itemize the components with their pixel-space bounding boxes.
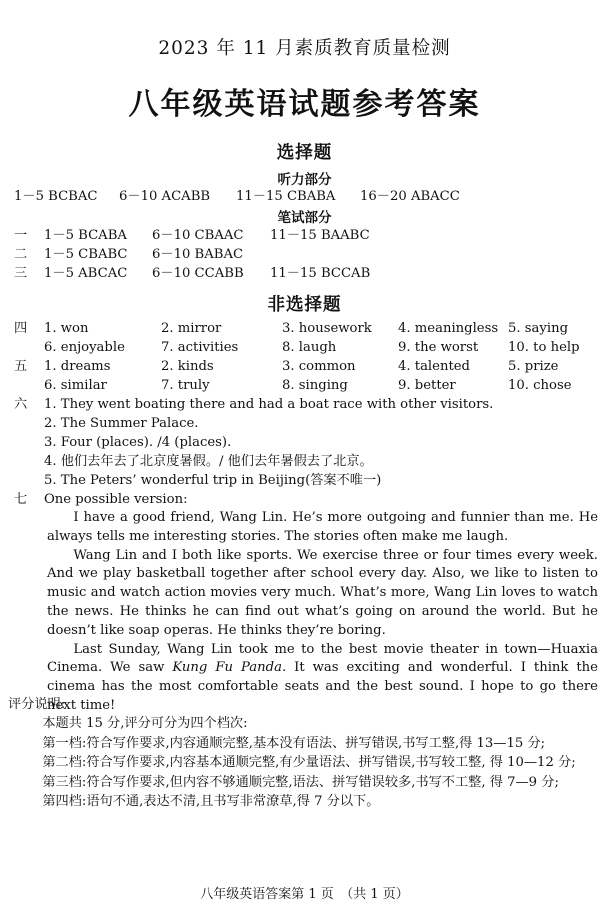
scoring-intro: 本题共 15 分,评分可分为四个档次: bbox=[42, 716, 248, 732]
answer-group: 6－10 CBAAC bbox=[152, 228, 244, 243]
answer-group: 11－15 BAABC bbox=[270, 228, 370, 243]
answer-group: 6－10 BABAC bbox=[152, 247, 244, 262]
answer-item: 2. kinds bbox=[161, 359, 214, 374]
answer-line: 3. Four (places). /4 (places). bbox=[44, 435, 232, 450]
answer-item: 9. the worst bbox=[398, 340, 479, 355]
sec6-line-4 bbox=[0, 452, 609, 471]
answer-item: 3. housework bbox=[282, 321, 372, 336]
essay-text: . It was exciting and wonderful. I think the cinema has the most comfortable seats and the best sound. I hope to go there next time! bbox=[47, 660, 598, 713]
section-number: 一 bbox=[14, 228, 28, 243]
written-row-1 bbox=[0, 226, 609, 245]
answer-item: 4. talented bbox=[398, 359, 470, 374]
sec6-line-3 bbox=[0, 433, 609, 452]
sec5-row-2 bbox=[0, 376, 609, 395]
written-row-3 bbox=[0, 264, 609, 283]
essay-paragraph-2: Wang Lin and I both like sports. We exercise three or four times every week. And we play basketball together after school every day. Also, we like to listen to music and watch action movies very much. What’s more, Wang Lin loves to watch the news. He thinks he can find out what’s going on around the world. But he doesn’t like soap operas. He thinks they’re boring. bbox=[47, 547, 598, 638]
written-row-2 bbox=[0, 245, 609, 264]
essay-paragraph-1: I have a good friend, Wang Lin. He’s more outgoing and funnier than me. He always tells me interesting stories. The stories often make me laugh. bbox=[47, 510, 598, 544]
written-label: 笔试部分 bbox=[277, 210, 332, 226]
answer-item: 5. prize bbox=[508, 359, 559, 374]
answer-item: 10. to help bbox=[508, 340, 580, 355]
answer-group: 1－5 BCBAC bbox=[14, 189, 98, 204]
answer-group: 16－20 ABACC bbox=[360, 189, 460, 204]
answer-group: 1－5 BCABA bbox=[44, 228, 127, 243]
sec4-row-2 bbox=[0, 338, 609, 357]
answer-group: 6－10 CCABB bbox=[152, 266, 244, 281]
answer-group: 6－10 ACABB bbox=[119, 189, 211, 204]
answer-item: 1. dreams bbox=[44, 359, 111, 374]
answer-item: 4. meaningless bbox=[398, 321, 499, 336]
answer-group: 11－15 CBABA bbox=[236, 189, 336, 204]
listening-label: 听力部分 bbox=[277, 172, 332, 188]
scoring-level-4: 第四档:语句不通,表达不清,且书写非常潦草,得 7 分以下。 bbox=[42, 794, 380, 810]
section-number: 五 bbox=[14, 359, 28, 374]
answer-group: 1－5 ABCAC bbox=[44, 266, 128, 281]
sample-essay bbox=[47, 509, 598, 716]
movie-title: Kung Fu Panda bbox=[172, 660, 282, 676]
page-footer: 八年级英语答案第 1 页 （共 1 页） bbox=[200, 887, 409, 902]
answer-group: 1－5 CBABC bbox=[44, 247, 128, 262]
nonchoice-section-title: 非选择题 bbox=[267, 295, 342, 315]
section-number: 六 bbox=[14, 397, 28, 412]
scoring-title: 评分说明: bbox=[8, 697, 66, 712]
answer-item: 2. mirror bbox=[161, 321, 222, 336]
answer-item: 7. activities bbox=[161, 340, 239, 355]
section-number: 二 bbox=[14, 247, 28, 262]
section-number: 三 bbox=[14, 266, 28, 281]
section-number: 七 bbox=[14, 492, 28, 507]
listening-answers bbox=[0, 187, 609, 206]
answer-group: 11－15 BCCAB bbox=[270, 266, 371, 281]
scoring-level-1: 第一档:符合写作要求,内容通顺完整,基本没有语法、拼写错误,书写工整,得 13—15 分; bbox=[42, 735, 546, 751]
answer-item: 7. truly bbox=[161, 378, 210, 393]
sample-intro: One possible version: bbox=[44, 492, 188, 507]
scoring-level-2: 第二档:符合写作要求,内容基本通顺完整,有少量语法、拼写错误,书写较工整, 得 10—12 分; bbox=[42, 755, 576, 771]
answer-item: 8. singing bbox=[282, 378, 348, 393]
answer-item: 1. won bbox=[44, 321, 89, 336]
answer-item: 5. saying bbox=[508, 321, 569, 336]
sec6-line-5 bbox=[0, 471, 609, 490]
sec5-row-1 bbox=[0, 357, 609, 376]
choice-section-title: 选择题 bbox=[276, 143, 333, 163]
sec6-line-1 bbox=[0, 395, 609, 414]
sec7-intro-row bbox=[0, 490, 609, 509]
answer-item: 3. common bbox=[282, 359, 356, 374]
sec4-row-1 bbox=[0, 319, 609, 338]
answer-line: 4. 他们去年去了北京度暑假。/ 他们去年暑假去了北京。 bbox=[44, 454, 373, 469]
answer-item: 6. enjoyable bbox=[44, 340, 125, 355]
answer-item: 6. similar bbox=[44, 378, 107, 393]
answer-item: 10. chose bbox=[508, 378, 572, 393]
sec6-line-2 bbox=[0, 414, 609, 433]
answer-line: 1. They went boating there and had a boat race with other visitors. bbox=[44, 397, 494, 412]
section-number: 四 bbox=[14, 321, 28, 336]
essay-text: Last Sunday, Wang Lin took me to the best movie theater in town—Huaxia Cinema. We saw bbox=[47, 641, 598, 676]
scoring-notes bbox=[8, 695, 598, 811]
answer-line: 2. The Summer Palace. bbox=[44, 416, 199, 431]
page-title: 八年级英语试题参考答案 bbox=[128, 87, 481, 122]
answer-line: 5. The Peters’ wonderful trip in Beijing(答案不唯一) bbox=[44, 473, 382, 488]
scoring-level-3: 第三档:符合写作要求,但内容不够通顺完整,语法、拼写错误较多,书写不工整, 得 7—9 分; bbox=[42, 774, 559, 790]
answer-item: 9. better bbox=[398, 378, 456, 393]
exam-header: 2023 年 11 月素质教育质量检测 bbox=[158, 38, 451, 59]
answer-item: 8. laugh bbox=[282, 340, 337, 355]
